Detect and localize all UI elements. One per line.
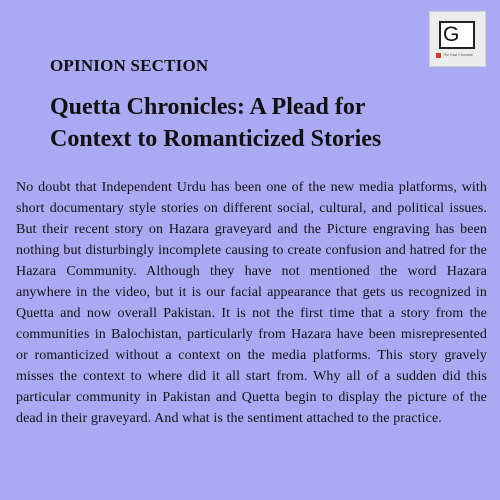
logo-caption: The Gazi Chronicle bbox=[443, 53, 473, 57]
article-title-line-1: Quetta Chronicles: A Plead for bbox=[50, 94, 366, 120]
article-title-line-2: Context to Romanticized Stories bbox=[50, 126, 382, 152]
article-title bbox=[50, 91, 470, 155]
publication-logo bbox=[429, 11, 486, 67]
logo-letter: G bbox=[443, 23, 460, 46]
section-label: OPINION SECTION bbox=[50, 56, 209, 75]
logo-accent-mark bbox=[436, 53, 441, 58]
article-body: No doubt that Independent Urdu has been one of the new media platforms, with short documentary style stories on different social, cultural, and political issues. But their recent story on Hazara graveyard and the Picture engraving has been nothing but disturbingly incomplete causing to create confusion and hatred for the Hazara Community. Although they have not mentioned the word Hazara anywhere in the video, but it is our facial appearance that gets us recognized in Quetta and now overall Pakistan. It is not the first time that a story from the communities in Balochistan, particularly from Hazara have been misrepresented or romanticized without a context on the media platforms. This story gravely misses the context to where did it all start from. Why all of a sudden did this particular community in Pakistan and Quetta begin to display the picture of the dead in their graveyard. And what is the sentiment attached to the practice. bbox=[16, 180, 487, 426]
logo-icon bbox=[439, 21, 475, 49]
